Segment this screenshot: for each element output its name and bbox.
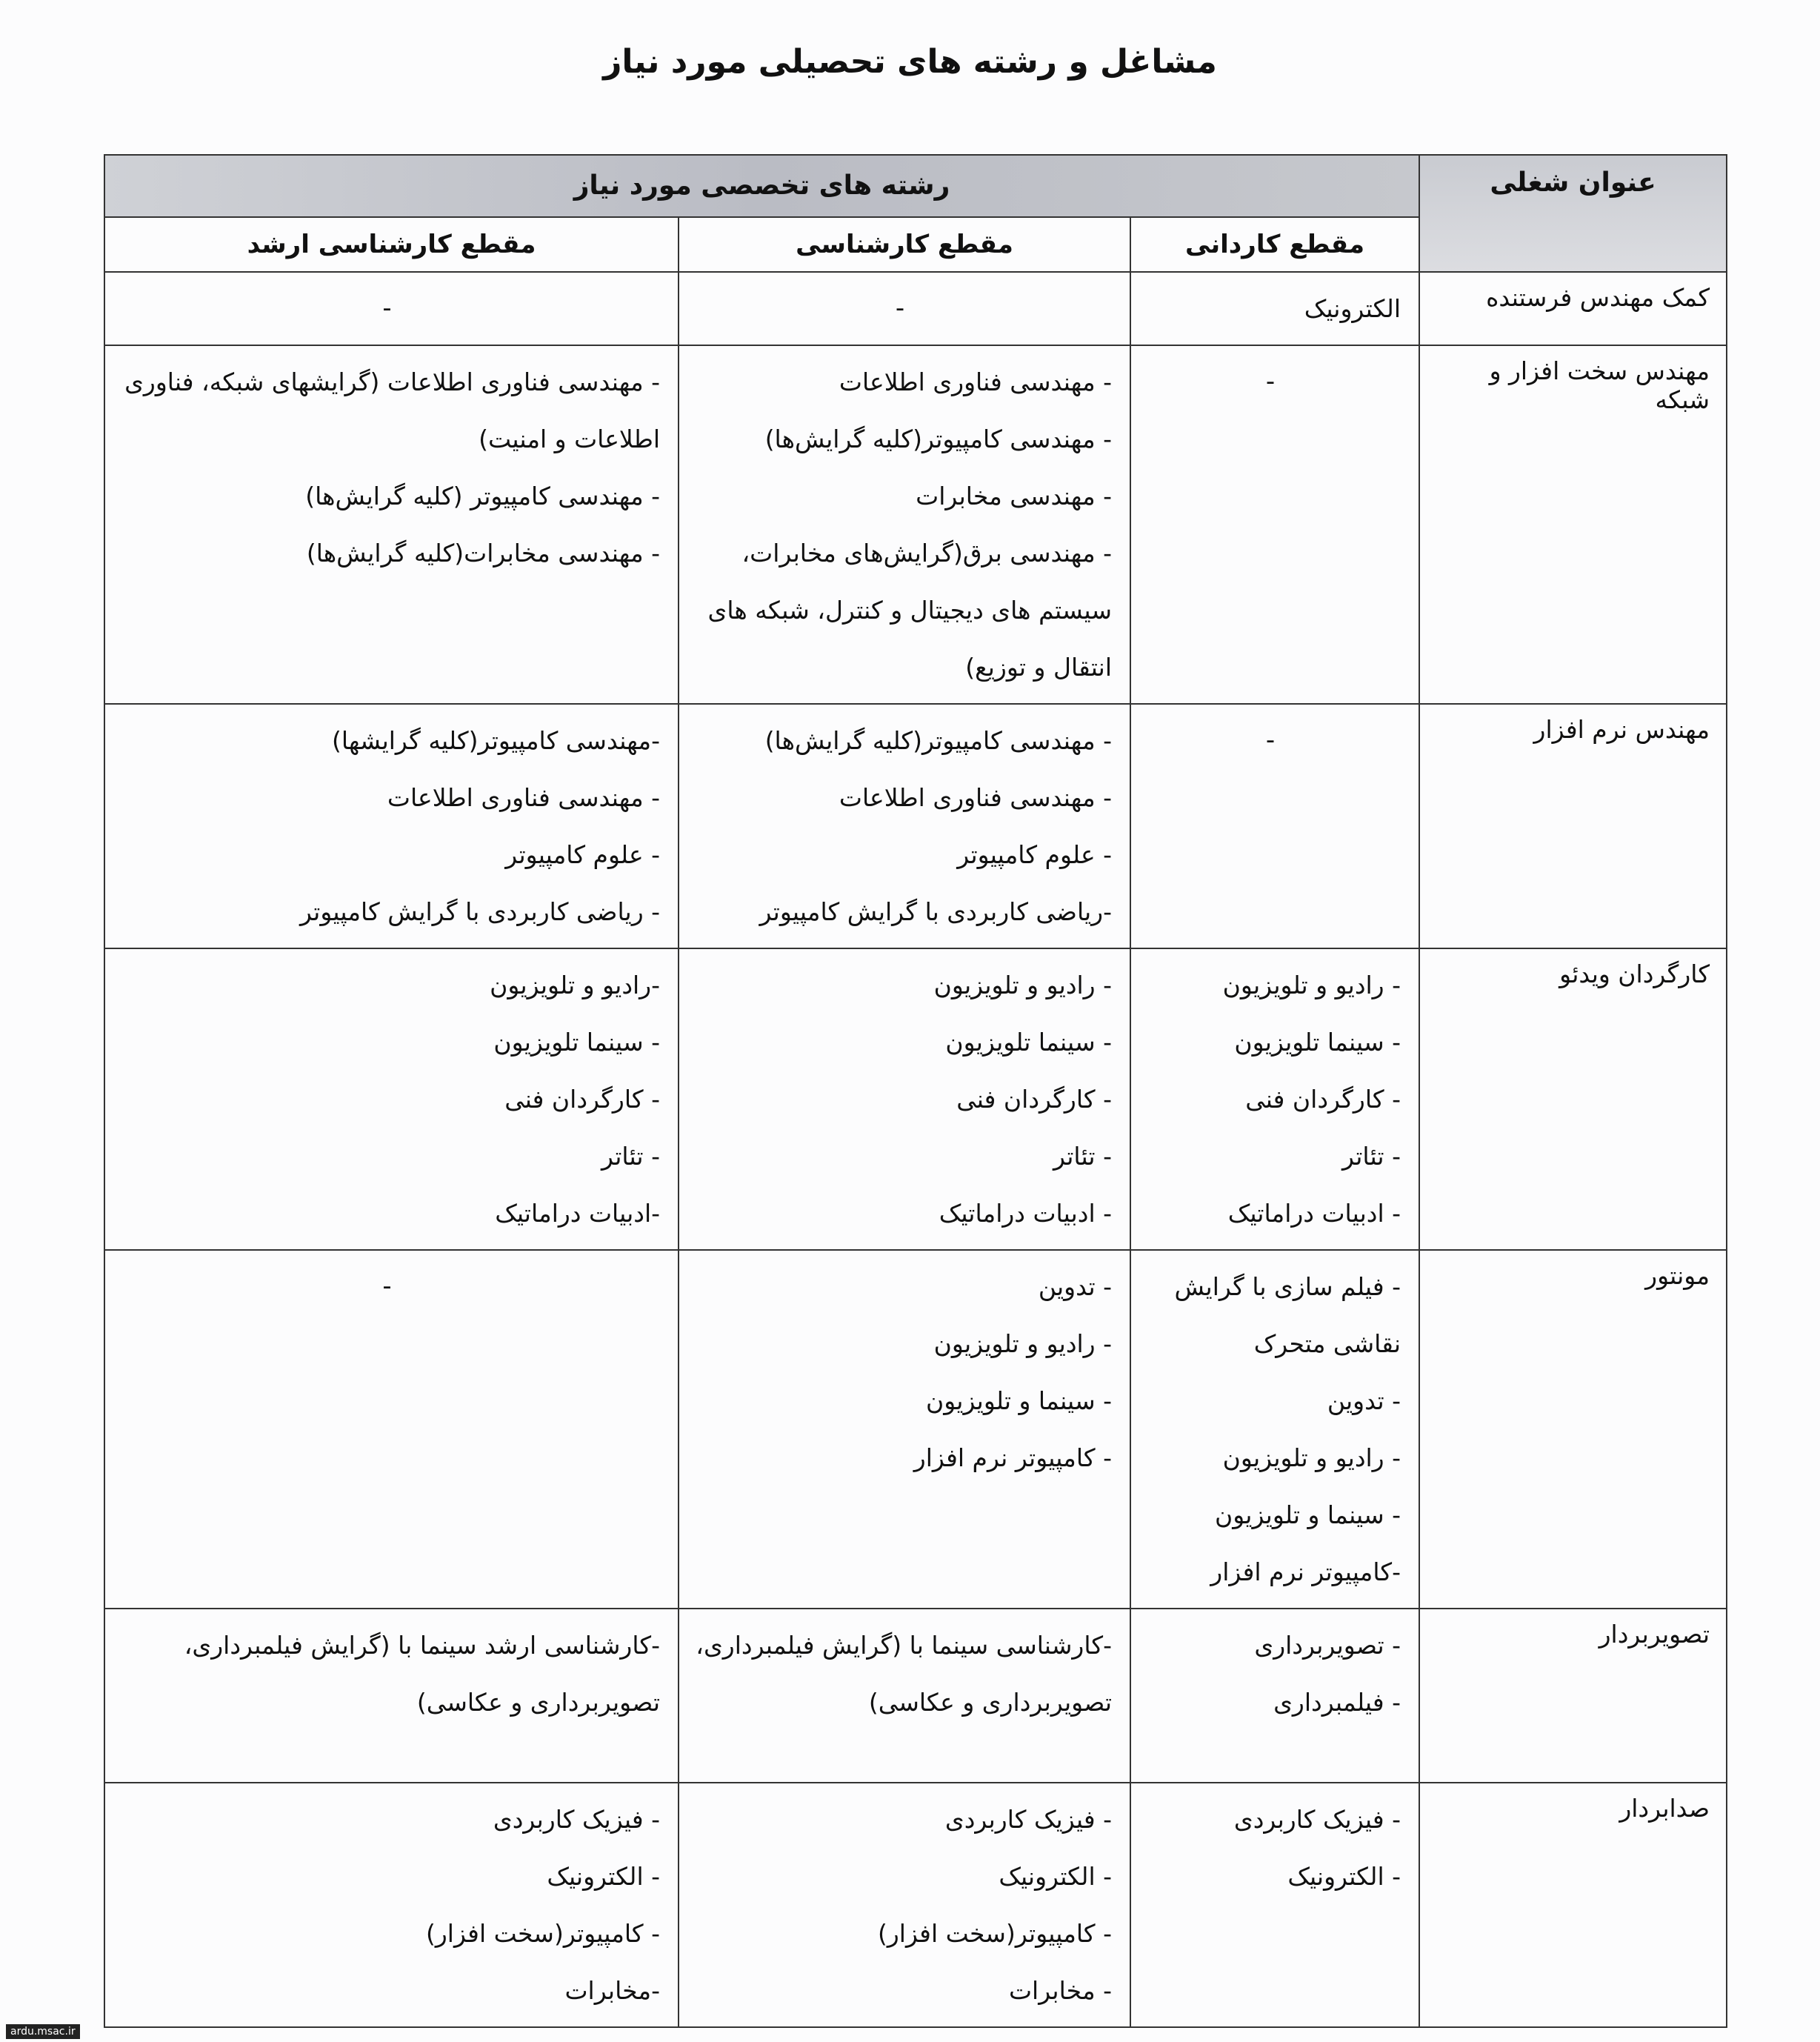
header-job-title: عنوان شغلی: [1419, 155, 1727, 272]
field-item: -کامپیوتر نرم افزار: [1210, 1557, 1401, 1586]
field-item: - کارگردان فنی: [1245, 1085, 1401, 1114]
field-item: - تدوین: [1327, 1386, 1401, 1415]
field-item: - علوم کامپیوتر: [505, 840, 661, 869]
associate-cell: [1130, 704, 1419, 948]
page-title: مشاغل و رشته های تحصیلی مورد نیاز: [603, 43, 1217, 81]
field-item: - سینما تلویزیون: [1234, 1028, 1401, 1057]
field-item: - رادیو و تلویزیون: [933, 971, 1113, 1000]
empty-dash: -: [1265, 367, 1276, 396]
bachelor-cell: [679, 345, 1130, 704]
field-item: - فیزیک کاربردی: [493, 1805, 661, 1834]
field-item: - مهندسی فناوری اطلاعات: [839, 368, 1113, 396]
footer-watermark: ardu.msac.ir: [6, 2024, 80, 2039]
field-item: -مهندسی کامپیوتر(کلیه گرایشها): [332, 726, 661, 755]
table-row: [104, 704, 1727, 948]
field-item: -کارشناسی سینما با (گرایش فیلمبرداری، تصویربرداری و عکاسی): [696, 1631, 1113, 1717]
job-title-cell: تصویربردار: [1419, 1609, 1727, 1783]
master-cell: [104, 948, 679, 1250]
field-item: - ریاضی کاربردی با گرایش کامپیوتر: [299, 897, 661, 926]
empty-dash: -: [895, 293, 905, 323]
field-item: - علوم کامپیوتر: [957, 840, 1113, 869]
field-item: - کارگردان فنی: [504, 1085, 661, 1114]
associate-cell: [1130, 1250, 1419, 1609]
field-item: -کارشناسی ارشد سینما با (گرایش فیلمبرداری، تصویربرداری و عکاسی): [184, 1631, 661, 1717]
field-item: - ادبیات دراماتیک: [1227, 1199, 1401, 1228]
field-item: - مهندسی فناوری اطلاعات: [839, 783, 1113, 812]
table-row: [104, 1609, 1727, 1783]
field-item: -ادبیات دراماتیک: [495, 1199, 661, 1228]
associate-cell: [1130, 272, 1419, 345]
field-item: - سینما تلویزیون: [945, 1028, 1113, 1057]
master-cell: [104, 1783, 679, 2027]
field-item: - الکترونیک: [547, 1862, 661, 1891]
header-fields: رشته های تخصصی مورد نیاز: [104, 155, 1419, 217]
field-item: - تئاتر: [1342, 1142, 1401, 1171]
field-item: - فیزیک کاربردی: [944, 1805, 1113, 1834]
job-title-cell: صدابردار: [1419, 1783, 1727, 2027]
table-row: [104, 272, 1727, 345]
field-item: - سینما و تلویزیون: [926, 1386, 1113, 1415]
bachelor-cell: [679, 1250, 1130, 1609]
bachelor-cell: [679, 1609, 1130, 1783]
table-body: [104, 272, 1727, 2027]
field-item: - سینما تلویزیون: [493, 1028, 661, 1057]
field-item: - الکترونیک: [1287, 1862, 1401, 1891]
field-item: - سینما و تلویزیون: [1215, 1500, 1401, 1529]
field-item: - فیزیک کاربردی: [1233, 1805, 1401, 1834]
table-row: [104, 1250, 1727, 1609]
field-item: - تئاتر: [601, 1142, 661, 1171]
field-item: - الکترونیک: [999, 1862, 1113, 1891]
bachelor-cell: [679, 948, 1130, 1250]
field-item: - مهندسی فناوری اطلاعات: [387, 783, 661, 812]
job-title-cell: مونتور: [1419, 1250, 1727, 1609]
job-title-cell: کارگردان ویدئو: [1419, 948, 1727, 1250]
field-item: - کارگردان فنی: [956, 1085, 1113, 1114]
table-row: [104, 345, 1727, 704]
field-item: - مهندسی کامپیوتر (کلیه گرایش‌ها): [305, 482, 661, 511]
field-item: -ریاضی کاربردی با گرایش کامپیوتر: [759, 897, 1113, 926]
field-item: - رادیو و تلویزیون: [933, 1329, 1113, 1358]
empty-dash: -: [1265, 725, 1276, 755]
field-item: - رادیو و تلویزیون: [1222, 971, 1401, 1000]
field-item: -مخابرات: [564, 1976, 661, 2005]
empty-dash: -: [382, 293, 392, 323]
master-cell: [104, 345, 679, 704]
job-title-cell: مهندس سخت افزار و شبکه: [1419, 345, 1727, 704]
job-title-cell: کمک مهندس فرستنده: [1419, 272, 1727, 345]
jobs-table: [104, 154, 1727, 2028]
empty-dash: -: [382, 1271, 392, 1301]
job-title-cell: مهندس نرم افزار: [1419, 704, 1727, 948]
bachelor-cell: [679, 1783, 1130, 2027]
field-item: - مهندسی کامپیوتر(کلیه گرایش‌ها): [764, 726, 1113, 755]
field-item: - فیلمبرداری: [1273, 1688, 1401, 1717]
field-item: - مهندسی مخابرات(کلیه گرایش‌ها): [306, 539, 661, 568]
associate-cell: [1130, 1609, 1419, 1783]
field-item: - مهندسی فناوری اطلاعات (گرایشهای شبکه، فناوری اطلاعات و امنیت): [124, 368, 661, 453]
field-item: - کامپیوتر(سخت افزار): [877, 1919, 1113, 1948]
master-cell: [104, 272, 679, 345]
associate-cell: [1130, 345, 1419, 704]
field-item: - مهندسی مخابرات: [916, 482, 1113, 511]
bachelor-cell: [679, 704, 1130, 948]
associate-cell: [1130, 948, 1419, 1250]
header-associate: مقطع کاردانی: [1130, 217, 1419, 272]
field-item: - تدوین: [1038, 1272, 1113, 1301]
table-row: [104, 948, 1727, 1250]
field-item: - مهندسی کامپیوتر(کلیه گرایش‌ها): [764, 425, 1113, 453]
bachelor-cell: [679, 272, 1130, 345]
master-cell: [104, 1609, 679, 1783]
table-row: [104, 1783, 1727, 2027]
header-bachelor: مقطع کارشناسی: [679, 217, 1130, 272]
master-cell: [104, 704, 679, 948]
header-master: مقطع کارشناسی ارشد: [104, 217, 679, 272]
field-item: - تصویربرداری: [1254, 1631, 1401, 1660]
field-item: - تئاتر: [1053, 1142, 1113, 1171]
field-item: - ادبیات دراماتیک: [939, 1199, 1113, 1228]
field-item: - کامپیوتر نرم افزار: [913, 1443, 1113, 1472]
field-item: - فیلم سازی با گرایش نقاشی متحرک: [1174, 1272, 1401, 1358]
field-item: - مخابرات: [1008, 1976, 1113, 2005]
field-item: -رادیو و تلویزیون: [490, 971, 661, 1000]
field-item: الکترونیک: [1304, 294, 1401, 323]
field-item: - رادیو و تلویزیون: [1222, 1443, 1401, 1472]
field-item: - کامپیوتر(سخت افزار): [425, 1919, 661, 1948]
field-item: - مهندسی برق(گرایش‌های مخابرات، سیستم های دیجیتال و کنترل، شبکه های انتقال و توزیع): [707, 539, 1113, 682]
master-cell: [104, 1250, 679, 1609]
associate-cell: [1130, 1783, 1419, 2027]
